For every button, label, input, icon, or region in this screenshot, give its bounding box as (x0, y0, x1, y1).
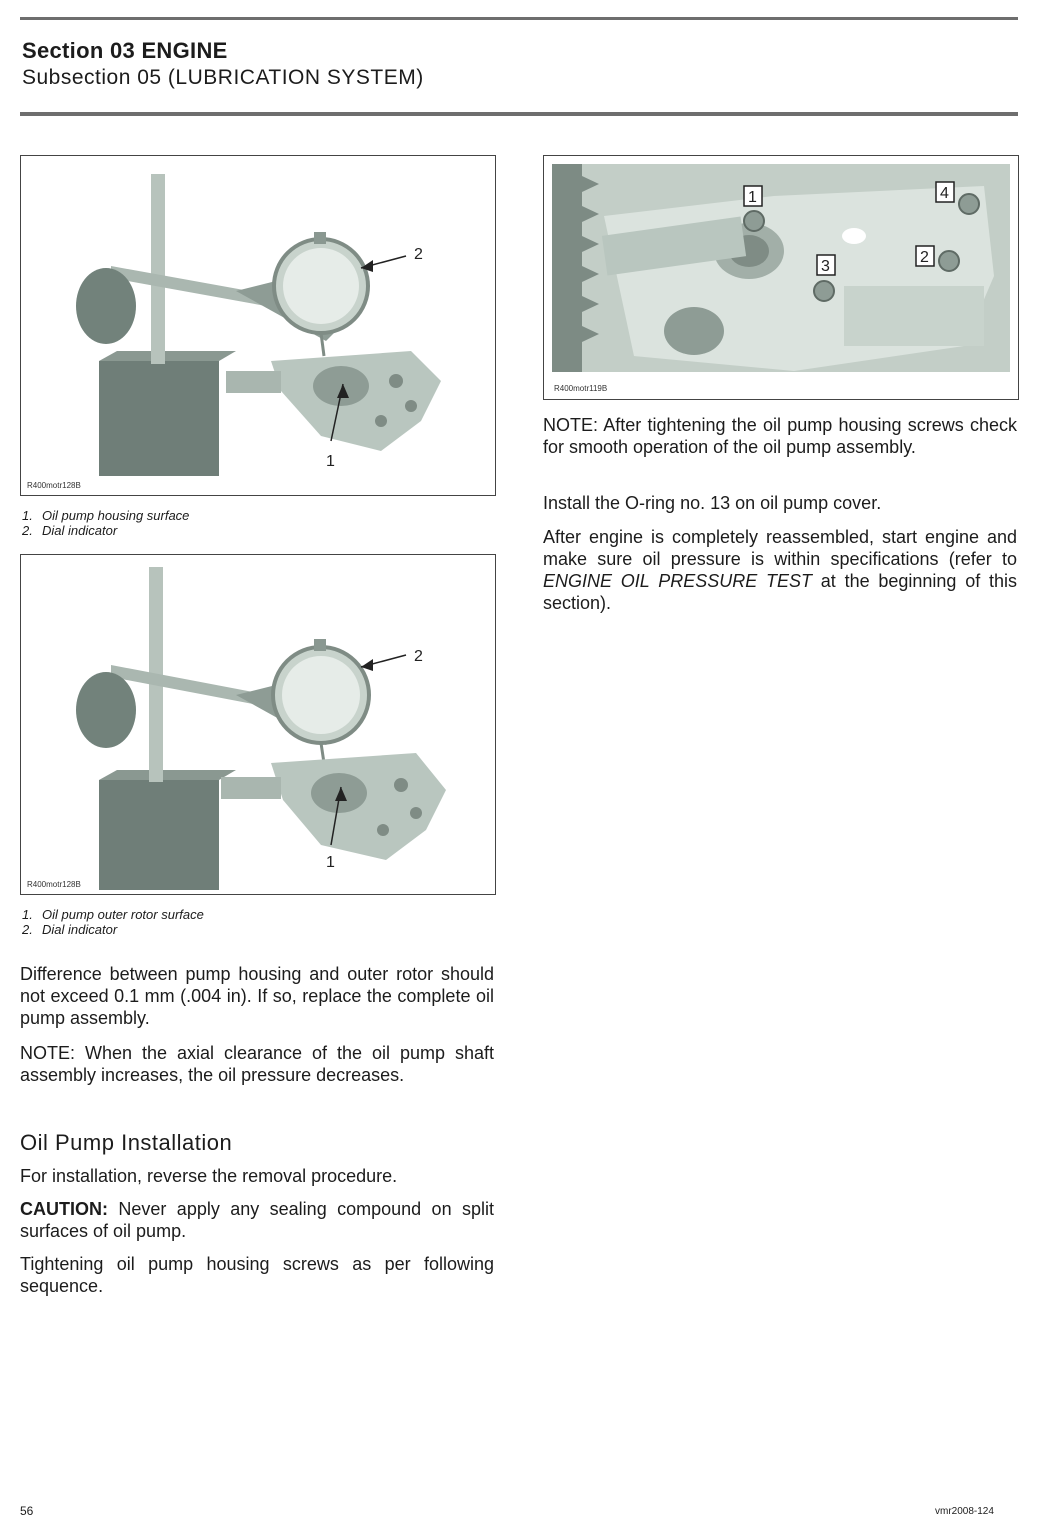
sequence-number-4: 4 (940, 185, 949, 202)
legend-item: 1. Oil pump housing surface (22, 508, 190, 523)
sequence-number-2: 2 (920, 249, 929, 266)
reference-link: ENGINE OIL PRESSURE TEST (543, 571, 813, 591)
figure-illustration (21, 555, 495, 894)
legend-item: 2. Dial indicator (22, 523, 118, 538)
header-bottom-rule (20, 112, 1018, 116)
legend-item: 2. Dial indicator (22, 922, 118, 937)
note-smooth-operation: NOTE: After tightening the oil pump housing screws check for smooth operation of the oil pump assembly. (543, 415, 1017, 457)
note-axial-clearance: NOTE: When the axial clearance of the oil pump shaft assembly increases, the oil pressure decreases. (20, 1043, 494, 1085)
callout-2: 2 (414, 648, 423, 665)
callout-1: 1 (326, 854, 335, 871)
figure-id: R400motr128B (27, 880, 81, 889)
caution-sealing: CAUTION: Never apply any sealing compound on split surfaces of oil pump. (20, 1199, 494, 1241)
figure-illustration (544, 156, 1018, 399)
figure-id: R400motr128B (27, 481, 81, 490)
figure-legend (22, 508, 189, 538)
paragraph-oil-pressure-check: After engine is completely reassembled, start engine and make sure oil pressure is within specifications (refer to ENGINE OIL PRESSURE TEST at the beginning of this section). (543, 527, 1017, 613)
figure-screw-sequence (543, 155, 1019, 400)
figure-dial-indicator-housing (20, 155, 496, 496)
document-code: vmr2008-124 (935, 1506, 994, 1517)
sequence-number-3: 3 (821, 258, 830, 275)
paragraph-installation: For installation, reverse the removal procedure. (20, 1166, 398, 1186)
paragraph-difference: Difference between pump housing and outer rotor should not exceed 0.1 mm (.004 in). If so, replace the complete oil pump assembly. (20, 964, 494, 1028)
paragraph-o-ring: Install the O-ring no. 13 on oil pump cover. (543, 493, 882, 513)
legend-item: 1. Oil pump outer rotor surface (22, 907, 204, 922)
note-label: NOTE: (543, 415, 599, 435)
sequence-number-1: 1 (748, 189, 757, 206)
heading-oil-pump-installation: Oil Pump Installation (20, 1130, 233, 1155)
header-top-rule (20, 17, 1018, 20)
figure-id: R400motr119B (554, 384, 608, 393)
section-title: Section 03 ENGINE (22, 38, 228, 63)
figure-dial-indicator-rotor (20, 554, 496, 895)
note-label: NOTE: (20, 1043, 76, 1063)
paragraph-tightening: Tightening oil pump housing screws as per following sequence. (20, 1254, 494, 1296)
callout-2: 2 (414, 246, 423, 263)
caution-label: CAUTION: (20, 1199, 108, 1219)
page-number: 56 (20, 1504, 34, 1518)
subsection-title: Subsection 05 (LUBRICATION SYSTEM) (22, 66, 424, 89)
figure-illustration (21, 156, 495, 495)
figure-legend (22, 907, 204, 937)
callout-1: 1 (326, 453, 335, 470)
